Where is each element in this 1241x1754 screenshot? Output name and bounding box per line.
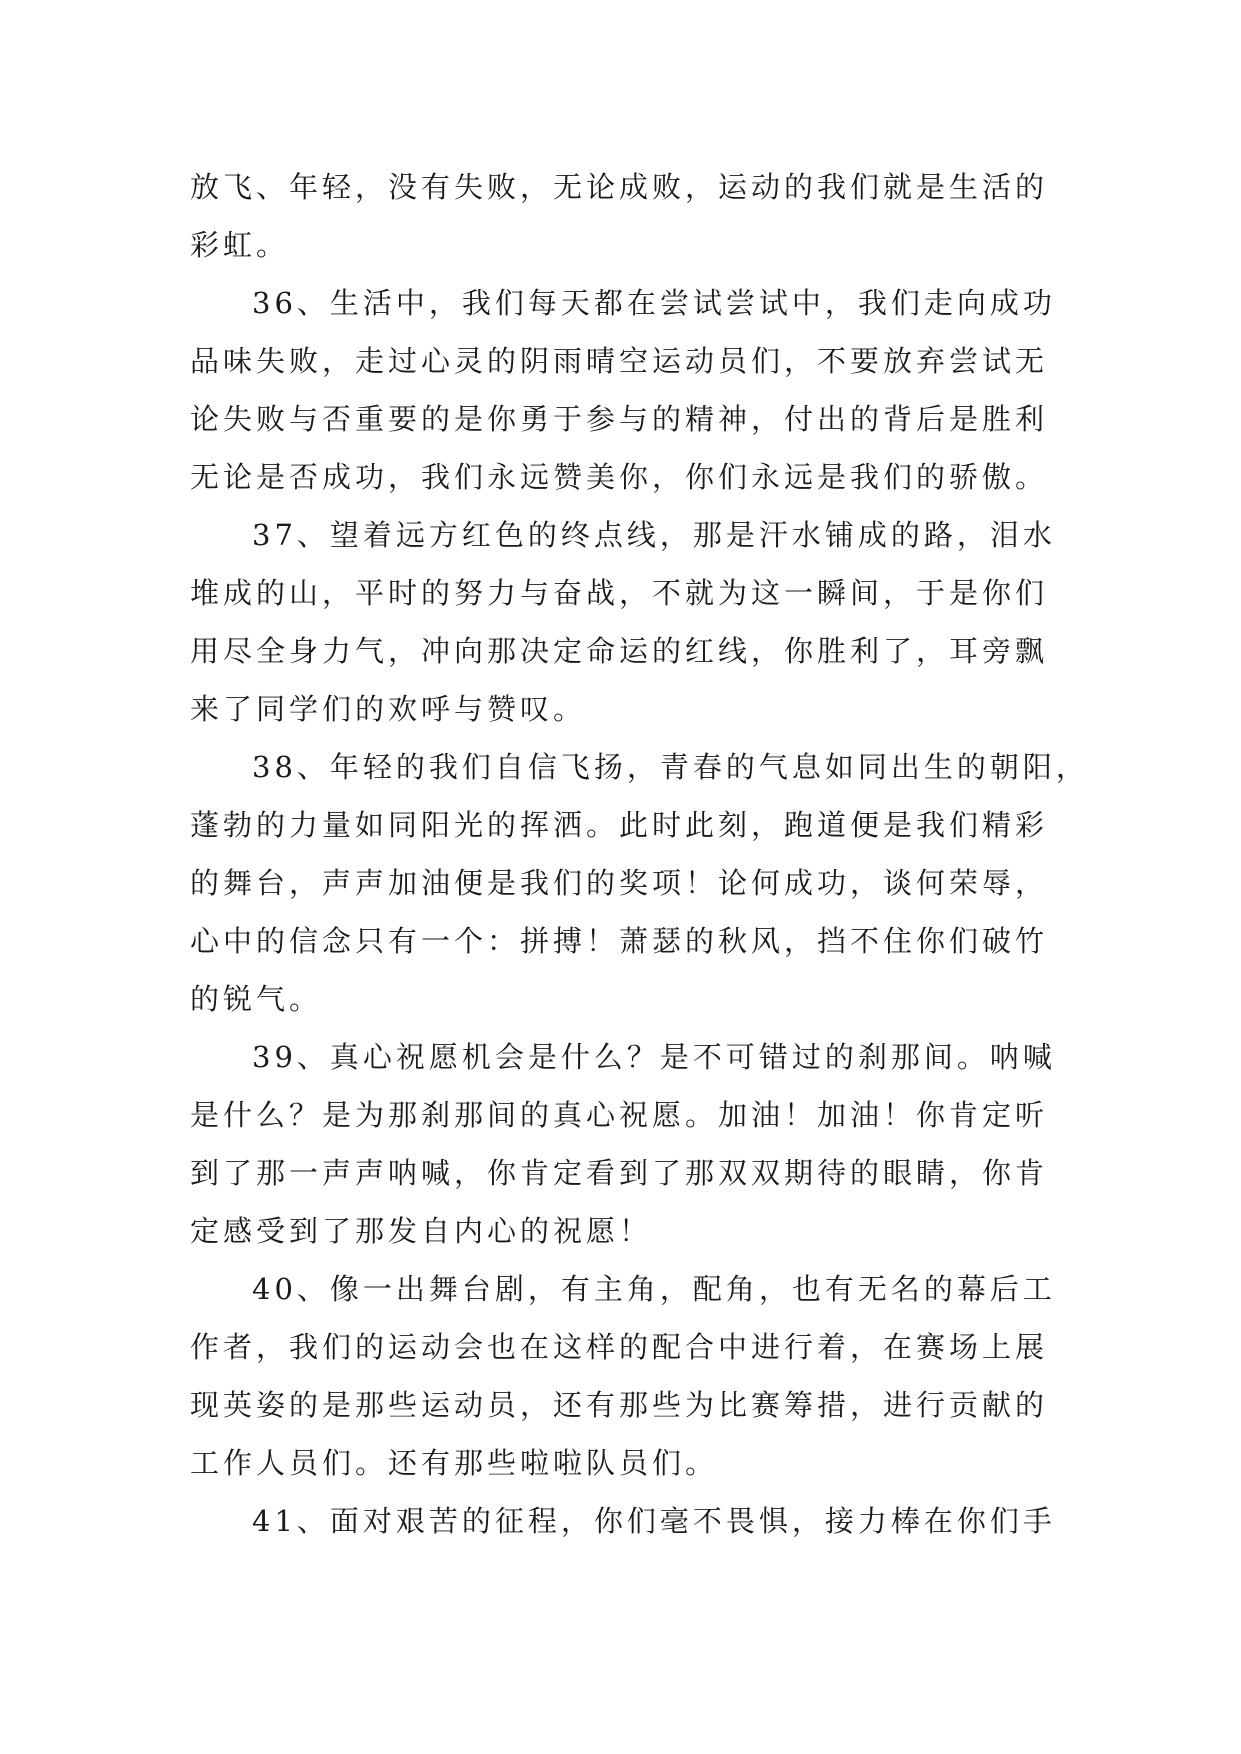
text-line: 品味失败，走过心灵的阴雨晴空运动员们，不要放弃尝试无 xyxy=(190,344,1049,378)
paragraph xyxy=(190,506,1060,738)
text-line: 无论是否成功，我们永远赞美你，你们永远是我们的骄傲。 xyxy=(190,460,1049,494)
text-line: 40、像一出舞台剧，有主角，配角，也有无名的幕后工 xyxy=(252,1272,1056,1306)
text-line: 论失败与否重要的是你勇于参与的精神，付出的背后是胜利 xyxy=(190,402,1049,436)
text-line: 工作人员们。还有那些啦啦队员们。 xyxy=(190,1446,719,1480)
text-line: 39、真心祝愿机会是什么？是不可错过的刹那间。呐喊 xyxy=(252,1040,1056,1074)
text-line: 是什么？是为那刹那间的真心祝愿。加油！加油！你肯定听 xyxy=(190,1098,1049,1132)
text-line: 的舞台，声声加油便是我们的奖项！论何成功，谈何荣辱， xyxy=(190,866,1049,900)
text-line: 到了那一声声呐喊，你肯定看到了那双双期待的眼睛，你肯 xyxy=(190,1156,1049,1190)
text-line: 堆成的山，平时的努力与奋战，不就为这一瞬间，于是你们 xyxy=(190,576,1049,610)
text-line: 41、面对艰苦的征程，你们毫不畏惧，接力棒在你们手 xyxy=(252,1504,1056,1538)
text-line: 36、生活中，我们每天都在尝试尝试中，我们走向成功 xyxy=(252,286,1056,320)
text-line: 38、年轻的我们自信飞扬，青春的气息如同出生的朝阳， xyxy=(252,750,1089,784)
text-line: 现英姿的是那些运动员，还有那些为比赛筹措，进行贡献的 xyxy=(190,1388,1049,1422)
text-line: 37、望着远方红色的终点线，那是汗水铺成的路，泪水 xyxy=(252,518,1056,552)
text-line: 放飞、年轻，没有失败，无论成败，运动的我们就是生活的 xyxy=(190,170,1049,204)
paragraph xyxy=(190,158,1060,274)
paragraph xyxy=(190,738,1089,1028)
text-line: 心中的信念只有一个：拼搏！萧瑟的秋风，挡不住你们破竹 xyxy=(190,924,1049,958)
paragraph xyxy=(190,274,1060,506)
paragraph xyxy=(190,1492,1060,1550)
text-line: 彩虹。 xyxy=(190,228,290,262)
paragraph xyxy=(190,1260,1060,1492)
text-line: 用尽全身力气，冲向那决定命运的红线，你胜利了，耳旁飘 xyxy=(190,634,1049,668)
text-line: 来了同学们的欢呼与赞叹。 xyxy=(190,692,587,726)
paragraph xyxy=(190,1028,1060,1260)
text-line: 的锐气。 xyxy=(190,982,323,1016)
document-body xyxy=(190,158,1089,1550)
text-line: 定感受到了那发自内心的祝愿！ xyxy=(190,1214,653,1248)
text-line: 作者，我们的运动会也在这样的配合中进行着，在赛场上展 xyxy=(190,1330,1049,1364)
text-line: 蓬勃的力量如同阳光的挥洒。此时此刻，跑道便是我们精彩 xyxy=(190,808,1049,842)
